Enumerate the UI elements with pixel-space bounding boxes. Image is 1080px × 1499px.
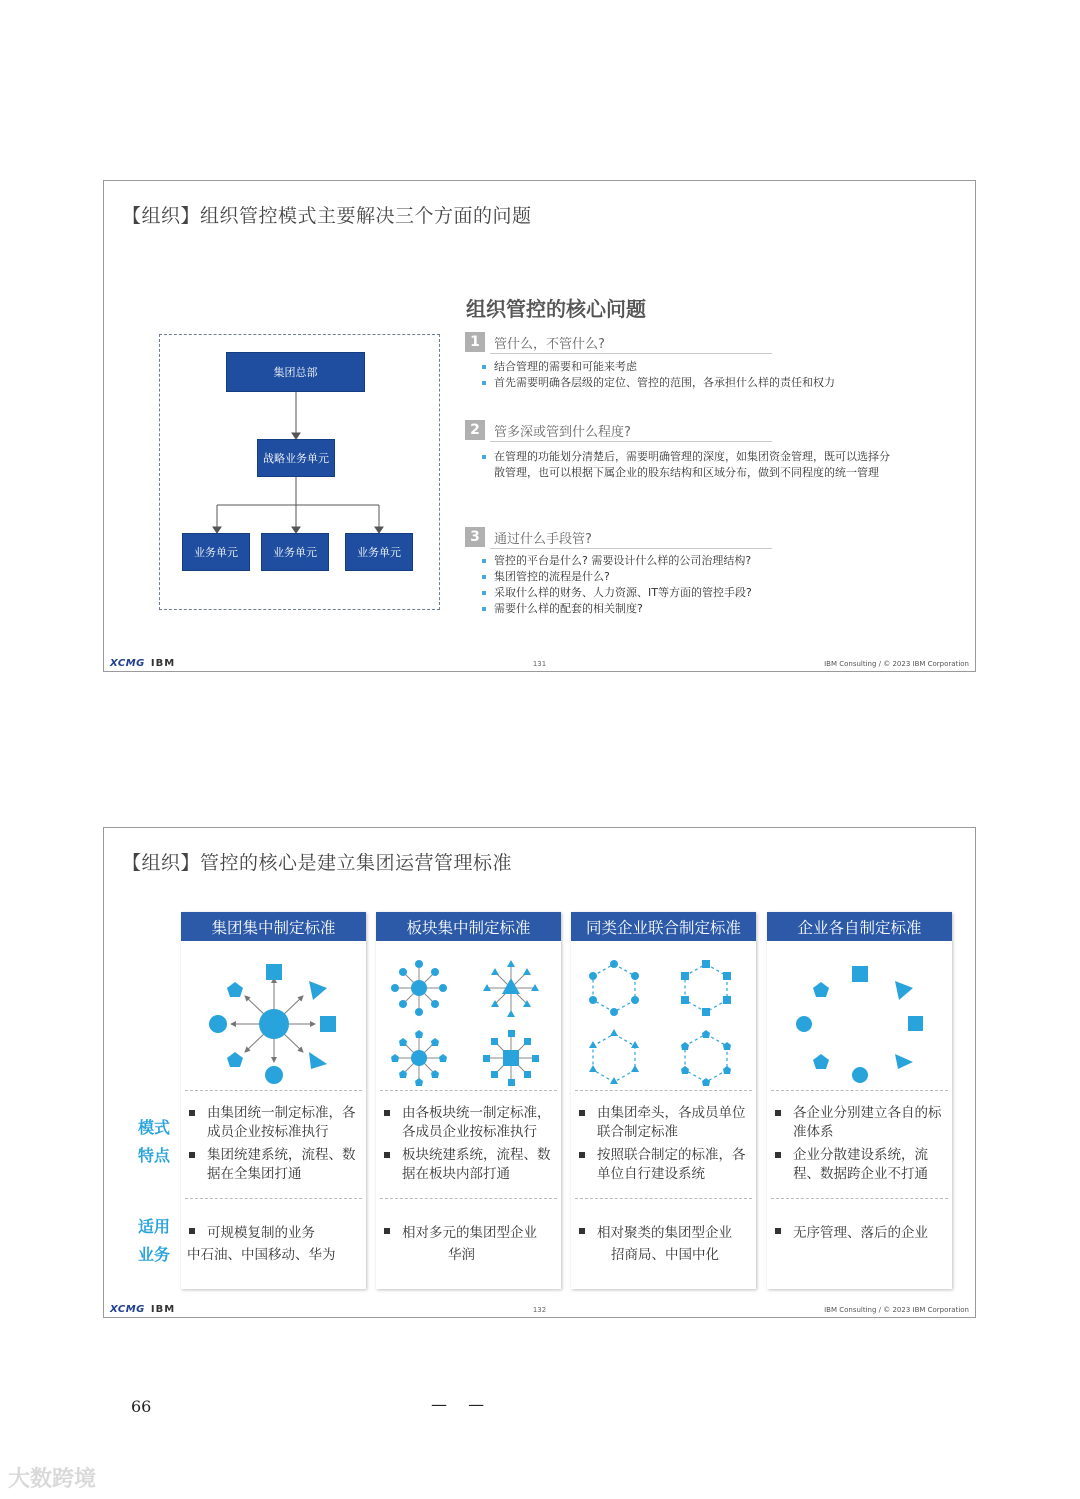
- column-divider: [575, 1090, 752, 1091]
- column-divider: [380, 1198, 557, 1199]
- org-box-headquarters: 集团总部: [226, 352, 365, 392]
- column-divider: [575, 1198, 752, 1199]
- slide-page-number: 131: [532, 660, 547, 668]
- apply-example: 华润: [448, 1247, 475, 1263]
- label-line: 适用: [138, 1217, 171, 1236]
- slide-page-number: 132: [532, 1306, 547, 1314]
- apply-item: 无序管理、落后的企业: [773, 1222, 948, 1244]
- org-box-business-unit: 业务单元: [182, 533, 250, 571]
- question-underline: [490, 353, 772, 354]
- ibm-logo: IBM: [150, 658, 176, 669]
- feature-item: 各企业分别建立各自的标准体系: [773, 1104, 948, 1142]
- question-number: 1: [465, 332, 485, 352]
- column-divider: [185, 1090, 362, 1091]
- column-features: [577, 1104, 752, 1188]
- label-line: 业务: [138, 1245, 171, 1264]
- question-underline: [490, 548, 772, 549]
- page-dash: — —: [431, 1395, 493, 1414]
- centralized-standard-diagram: [181, 948, 366, 1088]
- slide-131: [103, 180, 976, 672]
- standard-column: [181, 912, 366, 1289]
- bullet-item: 在管理的功能划分清楚后，需要明确管理的深度，如集团资金管理，既可以选择分散管理，也可以根据下属企业的股东结构和区域分布，做到不同程度的统一管理: [480, 449, 892, 481]
- joint-standard-diagram: [571, 948, 756, 1088]
- column-divider: [185, 1198, 362, 1199]
- slide-title: 【组织】管控的核心是建立集团运营管理标准: [122, 852, 513, 874]
- org-box-business-unit: 业务单元: [261, 533, 329, 571]
- column-header: 集团集中制定标准: [181, 912, 366, 941]
- feature-item: 由集团牵头，各成员单位联合制定标准: [577, 1104, 752, 1142]
- standard-column: [767, 912, 952, 1289]
- column-header: 企业各自制定标准: [767, 912, 952, 941]
- apply-item: 可规模复制的业务: [187, 1222, 362, 1244]
- apply-example: 中石油、中国移动、华为: [187, 1247, 336, 1263]
- column-divider: [771, 1198, 948, 1199]
- column-features: [187, 1104, 362, 1188]
- label-mode-features: [138, 1114, 170, 1170]
- bullet-item: 管控的平台是什么? 需要设计什么样的公司治理结构?: [480, 553, 900, 569]
- question-underline: [490, 441, 772, 442]
- feature-item: 企业分散建设系统，流程、数据跨企业不打通: [773, 1146, 948, 1184]
- question-bullets: [480, 359, 900, 391]
- apply-example: 招商局、中国中化: [611, 1247, 719, 1263]
- question-number: 2: [465, 420, 485, 440]
- label-line: 模式: [138, 1118, 171, 1137]
- feature-item: 由各板块统一制定标准，各成员企业按标准执行: [382, 1104, 557, 1142]
- slide-title: 【组织】组织管控模式主要解决三个方面的问题: [122, 205, 532, 227]
- feature-item: 板块统建系统，流程、数据在板块内部打通: [382, 1146, 557, 1184]
- question-text: 管多深或管到什么程度?: [494, 425, 631, 440]
- label-line: 特点: [138, 1146, 171, 1165]
- column-applicable: [577, 1222, 752, 1266]
- xcmg-logo: XCMG: [110, 658, 145, 669]
- feature-item: 集团统建系统，流程、数据在全集团打通: [187, 1146, 362, 1184]
- column-features: [382, 1104, 557, 1188]
- bullet-item: 需要什么样的配套的相关制度?: [480, 601, 900, 617]
- question-bullets: [480, 449, 892, 481]
- column-header: 板块集中制定标准: [376, 912, 561, 941]
- sector-standard-diagram: [376, 948, 561, 1088]
- column-applicable: [773, 1222, 948, 1244]
- question-text: 通过什么手段管?: [494, 532, 592, 547]
- question-text: 管什么，不管什么?: [494, 337, 605, 352]
- column-divider: [771, 1090, 948, 1091]
- feature-item: 由集团统一制定标准，各成员企业按标准执行: [187, 1104, 362, 1142]
- xcmg-logo: XCMG: [110, 1304, 145, 1315]
- standard-column: [376, 912, 561, 1289]
- feature-item: 按照联合制定的标准，各单位自行建设系统: [577, 1146, 752, 1184]
- column-features: [773, 1104, 948, 1188]
- question-bullets: [480, 553, 900, 617]
- bullet-item: 结合管理的需要和可能来考虑: [480, 359, 900, 375]
- bullet-item: 首先需要明确各层级的定位、管控的范围，各承担什么样的责任和权力: [480, 375, 900, 391]
- column-header: 同类企业联合制定标准: [571, 912, 756, 941]
- footer-copyright: IBM Consulting / © 2023 IBM Corporation: [824, 1306, 969, 1314]
- bullet-item: 采取什么样的财务、人力资源、IT等方面的管控手段?: [480, 585, 900, 601]
- standard-column: [571, 912, 756, 1289]
- footer-copyright: IBM Consulting / © 2023 IBM Corporation: [824, 660, 969, 668]
- bullet-item: 集团管控的流程是什么?: [480, 569, 900, 585]
- independent-standard-diagram: [767, 948, 952, 1088]
- org-chart-frame: [159, 334, 440, 610]
- label-applicable-business: [138, 1213, 170, 1269]
- column-divider: [380, 1090, 557, 1091]
- column-applicable: [187, 1222, 362, 1266]
- apply-item: 相对多元的集团型企业: [382, 1222, 557, 1244]
- core-issues-title: 组织管控的核心问题: [466, 297, 646, 321]
- question-number: 3: [465, 527, 485, 547]
- ibm-logo: IBM: [150, 1304, 176, 1315]
- column-applicable: [382, 1222, 557, 1266]
- slide-132: [103, 827, 976, 1318]
- org-box-strategic-unit: 战略业务单元: [257, 439, 335, 477]
- org-box-business-unit: 业务单元: [345, 533, 413, 571]
- document-page-number: 66: [131, 1397, 152, 1416]
- apply-item: 相对聚类的集团型企业: [577, 1222, 752, 1244]
- watermark-logo: 大数跨境: [8, 1467, 97, 1492]
